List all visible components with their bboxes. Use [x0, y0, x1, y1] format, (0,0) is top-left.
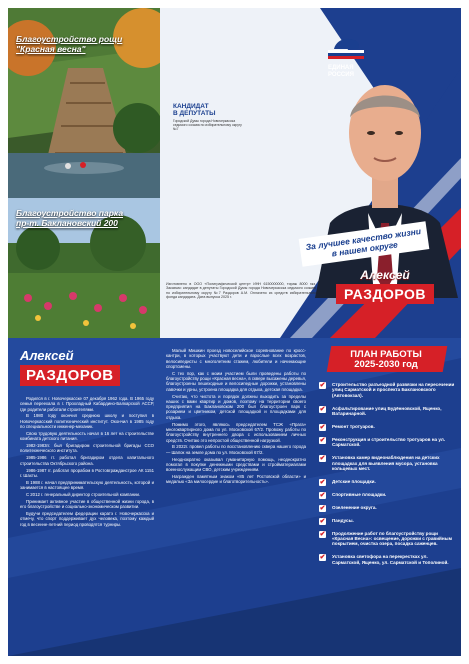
plan-list [319, 382, 457, 573]
plan-item [319, 382, 457, 398]
plan-item-text: Пандусы. [332, 517, 354, 523]
achievements-paragraph: С тех пор, как с моим участием были проведены работы по благоустройству рощи «Красная весна», в сквере высажены деревья, благоустроены пешеходные и велосипедные дорожки, установлены лавочки и урны, устроена площадка для отдыха, детская площадка. [166, 370, 306, 392]
plan-item-text: Продолжение работ по благоустройству рощи «Красная Весна»: освещение, дорожки с гравийным покрытием, очистка озера, посадка саженцев. [332, 530, 452, 547]
achievements-paragraph: Считаю, что чистота и порядок должны выходить за пределы наших с вами квартир и домов, поэтому на территории своего предприятия на Баклановском 200 был благоустроен парк с розарием и цветником, детской площадкой и площадками для отдыха. [166, 393, 306, 420]
checkmark-icon: ✔ [319, 405, 326, 413]
plan-item [319, 455, 457, 471]
candidate-label-line2: В ДЕПУТАТЫ [173, 110, 216, 117]
checkmark-icon: ✔ [319, 436, 326, 444]
checkmark-icon: ✔ [319, 382, 326, 389]
bio-paragraph: С 2012 г. генеральный директор строительной компании. [26, 491, 141, 497]
grove-caption-line2: "Красная весна" [16, 44, 86, 54]
achievements-paragraph: Неоднократно оказывал гуманитарную помощь, неоднократно помогал в покупке денежными средствами и стройматериалами военнослужащим СВО, детским учреждениям. [166, 456, 306, 473]
plan-item [319, 437, 457, 448]
leaflet-bottom [8, 338, 461, 656]
plan-item [319, 424, 457, 432]
achievements-column [160, 338, 311, 656]
plan-item [319, 492, 457, 497]
slogan-box: За лучшее качество жизни в нашем округе [299, 221, 430, 267]
plan-item [319, 554, 457, 565]
achievements-paragraph: Малый Мишкин проезд новоселийское соревнование по кросс-кантри, в которых участвуют дети и взрослые всех возрастов, велосипедисты с многолетним стажем, любители и начинающие спортсмены. [166, 348, 306, 369]
candidate-name [330, 268, 440, 304]
plan-item [319, 518, 457, 523]
bio-last-name: РАЗДОРОВ [20, 365, 120, 386]
biography-column [8, 338, 160, 656]
grove-caption [16, 34, 122, 54]
park-caption [16, 208, 123, 228]
plan-item-text: Реконструкция и строительство тротуаров на ул. Сарматской. [332, 436, 446, 448]
bio-name [20, 348, 120, 386]
checkmark-icon: ✔ [319, 424, 326, 432]
work-plan-column [311, 338, 461, 656]
party-name-line2: РОССИЯ [328, 71, 354, 78]
party-name-line1: ЕДИНАЯ [328, 65, 354, 71]
plan-item-text: Детские площадки. [332, 478, 376, 484]
plan-item-text: Спортивные площадки. [332, 491, 387, 497]
checkmark-icon: ✔ [319, 504, 326, 512]
plan-item-text: Строительство разъездной развязки на пересечении улиц Сарматской и проспекта Баклановского (Автовокзал). [332, 382, 455, 398]
plan-item [319, 406, 457, 417]
plan-item [319, 479, 457, 484]
plan-item-text: Асфальтирование улиц Будённовской, Ященко, Ватаринарной. [332, 405, 442, 417]
checkmark-icon: ✔ [319, 455, 326, 463]
leaflet-top [8, 8, 461, 338]
bio-paragraph: В 1980 году окончил среднюю школу и поступил в Новочеркасский политехнический институт. Окончил в 1985 году по специальности инженер-механик. [20, 413, 154, 430]
achievements-paragraph: Помимо этого, являюсь председателем ТСЖ «Прага» многоквартирного дома по ул. Московской 67/2. Провожу работы по благоустройству внутреннего двора с использованием личных средств. Считаю это непростой общественной нагрузкой. [166, 421, 306, 443]
bio-paragraph: 1986-1987 гг. работал прорабом в Ростовгражданстрое АК 1151 г. Шахты. [20, 467, 154, 478]
park-caption-line2: пр-т. Баклановский 200 [16, 218, 118, 228]
plan-title-line2: 2025-2030 год [354, 359, 418, 370]
bio-first-name: Алексей [20, 348, 74, 363]
achievements-paragraph: Награжден памятным знаком «85 лет Ростовской области» и медалью «За милосердие и благотворительность». [166, 474, 306, 485]
photo-column [8, 8, 160, 338]
bio-paragraph: Родился в г. Новочеркасске 07 декабря 1962 года. В 1965 году семья переехала в г. Прохладный Кабардино-Балкарской АССР, где родители работали строителями. [20, 396, 154, 412]
checkmark-icon: ✔ [319, 530, 326, 538]
candidate-first-name: Алексей [360, 268, 410, 282]
bio-paragraph: 1985-1986 гг. работал бригадиром отдела капитального строительства Октябрьского района. [20, 455, 154, 466]
achievements-text [166, 348, 306, 486]
candidate-last-name: РАЗДОРОВ [336, 284, 434, 304]
plan-item-text: Озеленение округа. [332, 504, 377, 510]
plan-item-text: Установка камер видеонаблюдения на детских площадках для выявления мусора, установка кольцевых мест. [332, 455, 440, 472]
photo-red-spring-grove [8, 8, 160, 198]
checkmark-icon: ✔ [319, 478, 326, 486]
checkmark-icon: ✔ [319, 554, 326, 562]
bio-paragraph: 1982-1983гг. был бригадиром строительной бригады ССО политехнического института. [20, 443, 154, 454]
leaflet-page [8, 8, 461, 656]
plan-item-text: Ремонт тротуаров. [332, 424, 375, 430]
plan-item [319, 505, 457, 510]
candidate-label-line1: КАНДИДАТ [173, 103, 209, 110]
plan-title-line1: ПЛАН РАБОТЫ [350, 349, 422, 360]
candidate-label [173, 103, 215, 117]
bio-paragraph: Свою трудовую деятельность начал в 16 лет на строительстве комбината детского питания. [20, 430, 154, 442]
candidate-panel [160, 8, 461, 338]
plan-title [311, 350, 461, 370]
bio-paragraph: Будучи председателем федерации каратэ г. Новочеркасска и отмечу, что спорт поддерживает дух человека, поэтому каждый год в весенне-летний период проводятся турниры. [20, 510, 154, 527]
biography-text [20, 396, 154, 528]
candidate-subtitle: Городской Думы города Новочеркасска седьмого созыва по избирательному округу №7 [173, 119, 242, 131]
grove-caption-line1: Благоустройство рощи [16, 34, 123, 44]
checkmark-icon: ✔ [319, 517, 326, 525]
checkmark-icon: ✔ [319, 491, 326, 499]
park-caption-line1: Благоустройство парка [16, 208, 124, 218]
achievements-paragraph: В 2022г. провел работы по восстановлению сквера нашего города — Шапок на земле дома по ул. Московской 67/2. [166, 444, 306, 455]
imprint-text: Изготовлено в ООО «Полиграфический центр» ИНН 6150000000, тираж 8000 экз. Заказчик: кандидат в депутаты Городской Думы города Новочеркасска седьмого созыва по избирательному округу №7 Раздоров А.М. Оплачено из средств избирательного фонда кандидата. Дата выпуска 2025 г. [166, 282, 316, 300]
bio-paragraph: В 1988 г. начал предпринимательскую деятельность, которой и занимается в настоящее время. [20, 479, 154, 491]
bio-paragraph: Принимает активное участие в общественной жизни города, в его благоустройстве и социально-экономическом развитии. [20, 498, 154, 510]
photo-baklanovsky-park [8, 198, 160, 338]
plan-item-text: Установка светофора на перекрестках ул. Сарматской, Ященко, ул. Сарматской и Тополиной. [332, 554, 449, 565]
plan-item [319, 531, 457, 547]
